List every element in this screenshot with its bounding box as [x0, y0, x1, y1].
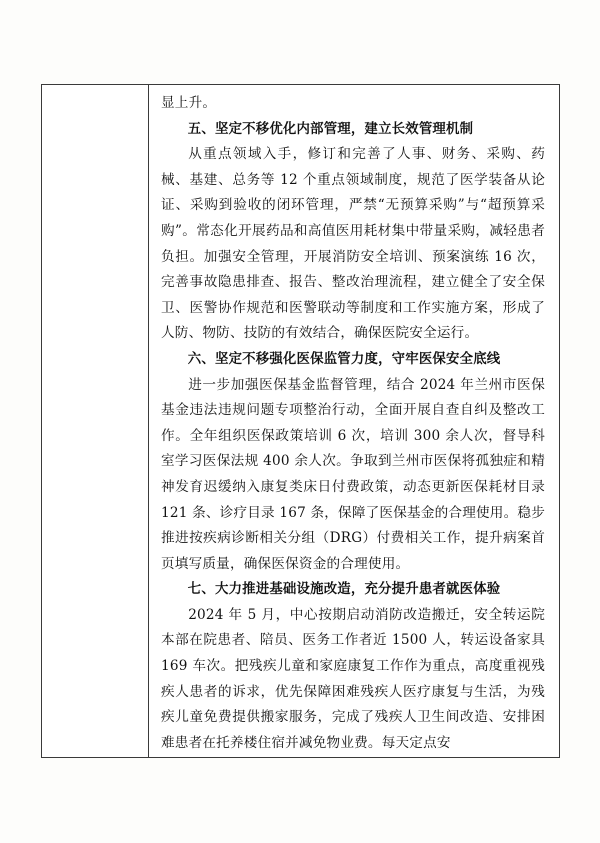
paragraph-continuation: 显上升。 — [161, 95, 217, 111]
section-body-seven: 2024 年 5 月，中心按期启动消防改造搬迁，安全转运院本部在院患者、陪员、医务工作者近 1500 人，转运设备家具 169 车次。把残疾儿童和家庭康复工作作为重点，高度重视残疾人患者的诉求，优先保障困难残疾人医疗康复与生活，为残疾儿童免费提供搬家服务，完成了残疾人卫生间改造、安排困难患者在托养楼住宿并减免物业费。每天定点安 — [161, 606, 545, 751]
table-left-column — [42, 85, 149, 757]
section-heading-six: 六、坚定不移强化医保监管力度，守牢医保安全底线 — [187, 351, 501, 367]
section-body-six: 进一步加强医保基金监督管理，结合 2024 年兰州市医保基金违法违规问题专项整治行动，全面开展自查自纠及整改工作。全年组织医保政策培训 6 次，培训 300 余人次，督导科室学习医保法规 400 余人次。争取到兰州市医保将孤独症和精神发育迟缓纳入康复类床日付费政策，动态更新医保耗材目录 121 条、诊疗目录 167 条，保障了医保基金的合理使用。稳步推进按疾病诊断相关分组（DRG）付费相关工作，提升病案首页填写质量，确保医保资金的合理使用。 — [161, 376, 545, 572]
section-heading-seven: 七、大力推进基础设施改造，充分提升患者就医体验 — [187, 582, 501, 598]
table-main-column — [149, 85, 559, 757]
section-body-five: 从重点领域入手，修订和完善了人事、财务、采购、药械、基建、总务等 12 个重点领域制度，规范了医学装备从论证、采购到验收的闭环管理，严禁“无预算采购”与“超预算采购”。常态化开展药品和高值医用耗材集中带量采购，减轻患者负担。加强安全管理，开展消防安全培训、预案演练 16 次，完善事故隐患排查、报告、整改治理流程，建立健全了安全保卫、医警协作规范和医警联动等制度和工作实施方案，形成了人防、物防、技防的有效结合，确保医院安全运行。 — [161, 146, 545, 342]
document-table — [41, 84, 560, 758]
section-heading-five: 五、坚定不移优化内部管理，建立长效管理机制 — [187, 121, 474, 137]
